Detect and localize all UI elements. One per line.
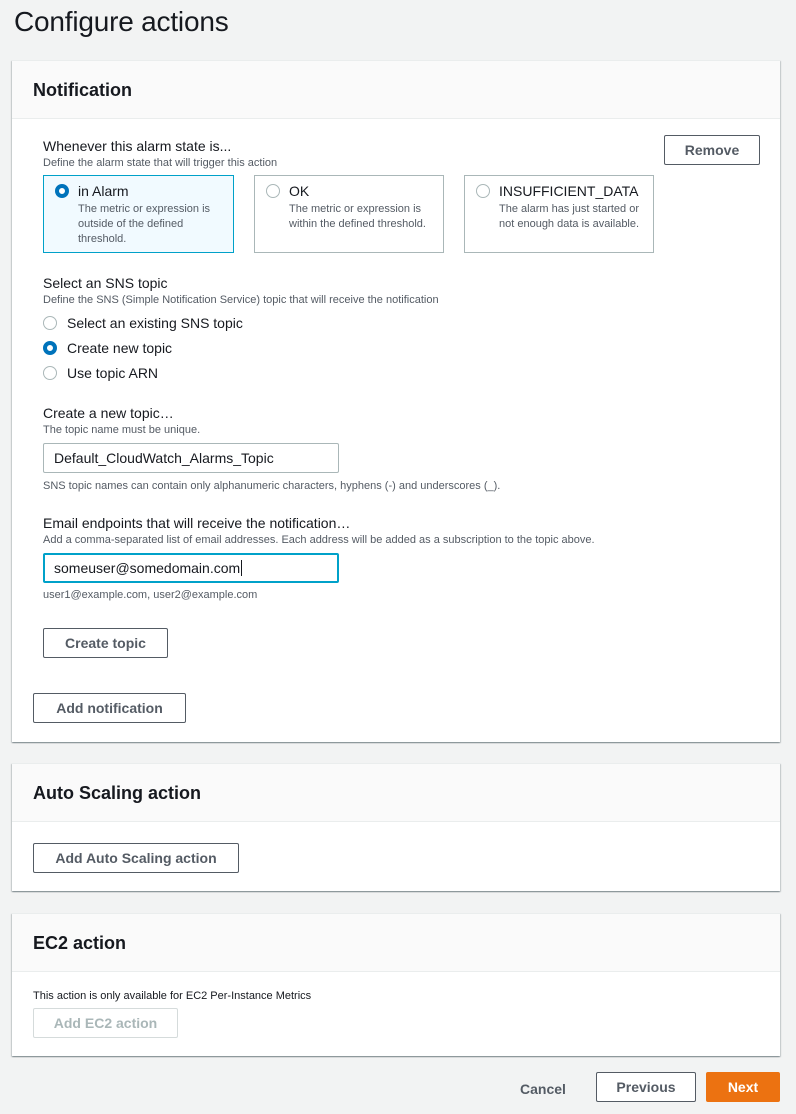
radio-icon [476, 184, 490, 198]
ec2-panel [12, 913, 780, 1056]
radio-icon [43, 316, 57, 330]
page-title: Configure actions [14, 6, 229, 37]
sns-topic-description: Define the SNS (Simple Notification Service) topic that will receive the notification [43, 294, 439, 306]
radio-icon [43, 341, 57, 355]
previous-button[interactable]: Previous [596, 1072, 696, 1102]
alarm-state-option-insufficient-data[interactable] [464, 175, 654, 253]
email-label: Email endpoints that will receive the notification… [43, 515, 351, 531]
alarm-state-description: Define the alarm state that will trigger this action [43, 157, 278, 169]
alarm-state-option-ok[interactable] [254, 175, 444, 253]
notification-panel [12, 60, 780, 742]
sns-option-label: Select an existing SNS topic [67, 315, 243, 331]
topic-name-value: Default_CloudWatch_Alarms_Topic [54, 450, 274, 466]
email-value: someuser@somedomain.com [54, 560, 241, 576]
auto-scaling-header: Auto Scaling action [12, 764, 780, 822]
topic-name-hint: SNS topic names can contain only alphanumeric characters, hyphens (-) and underscores (_). [43, 480, 501, 492]
add-auto-scaling-action-button[interactable]: Add Auto Scaling action [33, 843, 239, 873]
option-description: The alarm has just started or not enough data is available. [499, 203, 640, 230]
cancel-button[interactable]: Cancel [520, 1081, 566, 1097]
option-description: The metric or expression is outside of the defined threshold. [78, 203, 211, 245]
radio-icon [266, 184, 280, 198]
sns-option-existing[interactable] [43, 314, 283, 334]
add-ec2-action-button[interactable]: Add EC2 action [33, 1008, 178, 1038]
sns-option-topic-arn[interactable] [43, 364, 283, 384]
radio-icon [43, 366, 57, 380]
text-caret [241, 560, 242, 576]
sns-option-label: Create new topic [67, 340, 173, 356]
option-description: The metric or expression is within the defined threshold. [289, 203, 426, 230]
create-topic-button[interactable]: Create topic [43, 628, 168, 658]
alarm-state-option-in-alarm[interactable] [43, 175, 234, 253]
new-topic-description: The topic name must be unique. [43, 424, 201, 436]
option-title: OK [289, 183, 310, 199]
ec2-header: EC2 action [12, 914, 780, 972]
ec2-description: This action is only available for EC2 Per-Instance Metrics [33, 990, 312, 1002]
option-title: INSUFFICIENT_DATA [499, 183, 639, 199]
sns-topic-label: Select an SNS topic [43, 275, 168, 291]
remove-button[interactable]: Remove [664, 135, 760, 165]
auto-scaling-panel [12, 763, 780, 891]
option-title: in Alarm [78, 183, 129, 199]
new-topic-label: Create a new topic… [43, 405, 174, 421]
email-hint: user1@example.com, user2@example.com [43, 589, 258, 601]
next-button[interactable]: Next [706, 1072, 780, 1102]
add-notification-button[interactable]: Add notification [33, 693, 186, 723]
sns-option-label: Use topic ARN [67, 365, 159, 381]
email-description: Add a comma-separated list of email addresses. Each address will be added as a subscription to the topic above. [43, 534, 595, 546]
email-input[interactable] [43, 553, 339, 583]
notification-header: Notification [12, 61, 780, 119]
alarm-state-label: Whenever this alarm state is... [43, 138, 232, 154]
topic-name-input[interactable] [43, 443, 339, 473]
radio-icon [55, 184, 69, 198]
sns-option-create-new[interactable] [43, 339, 283, 359]
